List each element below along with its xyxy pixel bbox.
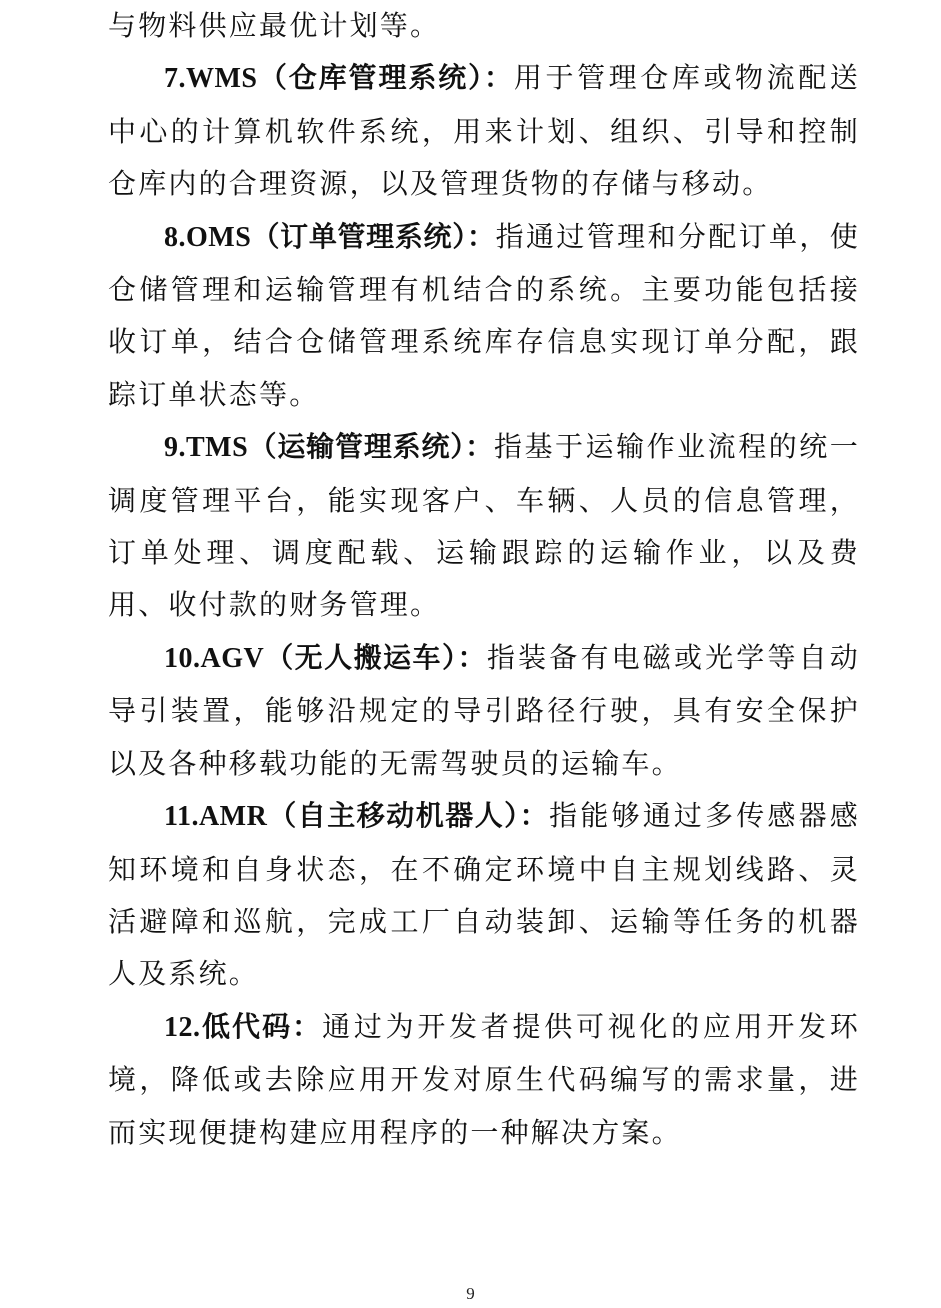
definition-wms bbox=[108, 52, 860, 210]
term-agv: 10.AGV（无人搬运车）： bbox=[164, 642, 487, 674]
continuation-paragraph: 与物料供应最优计划等。 bbox=[108, 9, 441, 42]
definition-text-tms: 指基于运输作业流程的统一调度管理平台，能实现客户、车辆、人员的信息管理，订单处理、调度配载、运输跟踪的运输作业，以及费用、收付款的财务管理。 bbox=[108, 430, 860, 622]
definition-tms bbox=[108, 421, 860, 632]
definition-amr bbox=[108, 790, 860, 1001]
term-amr: 11.AMR（自主移动机器人）： bbox=[164, 801, 550, 833]
term-low-code: 12.低代码： bbox=[164, 1011, 323, 1043]
definition-text-low-code: 通过为开发者提供可视化的应用开发环境，降低或去除应用开发对原生代码编写的需求量，进而实现便捷构建应用程序的一种解决方案。 bbox=[108, 1009, 860, 1149]
definition-text-oms: 指通过管理和分配订单，使仓储管理和运输管理有机结合的系统。主要功能包括接收订单，结合仓储管理系统库存信息实现订单分配，跟踪订单状态等。 bbox=[108, 219, 861, 411]
term-oms: 8.OMS（订单管理系统）： bbox=[164, 221, 496, 253]
definition-text-wms: 用于管理仓库或物流配送中心的计算机软件系统，用来计划、组织、引导和控制仓库内的合理资源，以及管理货物的存储与移动。 bbox=[108, 61, 860, 201]
page-number: 9 bbox=[466, 1284, 475, 1303]
definition-agv bbox=[108, 632, 860, 790]
document-page bbox=[108, 0, 860, 1159]
definition-text-amr: 指能够通过多传感器感知环境和自身状态，在不确定环境中自主规划线路、灵活避障和巡航，完成工厂自动装卸、运输等任务的机器人及系统。 bbox=[108, 799, 860, 991]
definition-text-agv: 指装备有电磁或光学等自动导引装置，能够沿规定的导引路径行驶，具有安全保护以及各种移载功能的无需驾驶员的运输车。 bbox=[108, 640, 860, 780]
term-tms: 9.TMS（运输管理系统）： bbox=[164, 432, 494, 464]
definition-low-code bbox=[108, 1001, 860, 1159]
definition-oms bbox=[108, 211, 860, 422]
term-wms: 7.WMS（仓库管理系统）： bbox=[164, 63, 514, 95]
